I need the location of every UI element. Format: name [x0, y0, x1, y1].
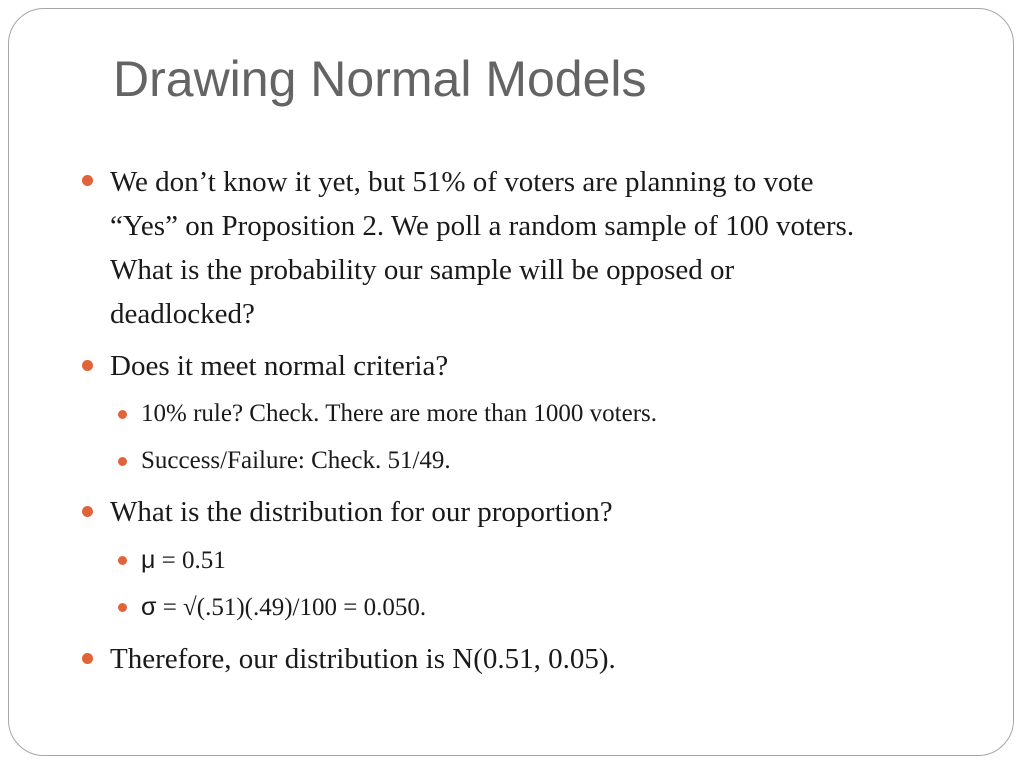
sigma-symbol: σ: [141, 593, 157, 621]
bullet-line: “Yes” on Proposition 2. We poll a random sample of 100 voters.: [110, 210, 855, 242]
bullet-dot-icon: [118, 556, 127, 565]
bullet-dot-icon: [118, 410, 127, 419]
bullet-line: deadlocked?: [110, 298, 255, 330]
bullet-dot-icon: [118, 603, 127, 612]
sigma-value-text: = √(.51)(.49)/100 = 0.050.: [156, 594, 427, 621]
mu-symbol: μ: [141, 546, 156, 574]
sub-bullet-text: 10% rule? Check. There are more than 1000 voters.: [141, 400, 658, 427]
slide-title: Drawing Normal Models: [113, 51, 647, 107]
bullet-text: Therefore, our distribution is N(0.51, 0.05).: [110, 643, 616, 675]
bullet-text: What is the distribution for our proportion?: [110, 496, 613, 528]
bullet-dot-icon: [82, 175, 93, 186]
bullet-dot-icon: [82, 360, 93, 371]
bullet-dot-icon: [82, 506, 93, 517]
sub-bullet-text: Success/Failure: Check. 51/49.: [141, 447, 451, 474]
bullet-text: Does it meet normal criteria?: [110, 350, 449, 382]
bullet-line: We don’t know it yet, but 51% of voters are planning to vote: [110, 166, 814, 198]
mu-value-text: = 0.51: [155, 547, 226, 574]
bullet-line: What is the probability our sample will be opposed or: [110, 254, 735, 286]
bullet-dot-icon: [118, 457, 127, 466]
bullet-dot-icon: [82, 653, 93, 664]
